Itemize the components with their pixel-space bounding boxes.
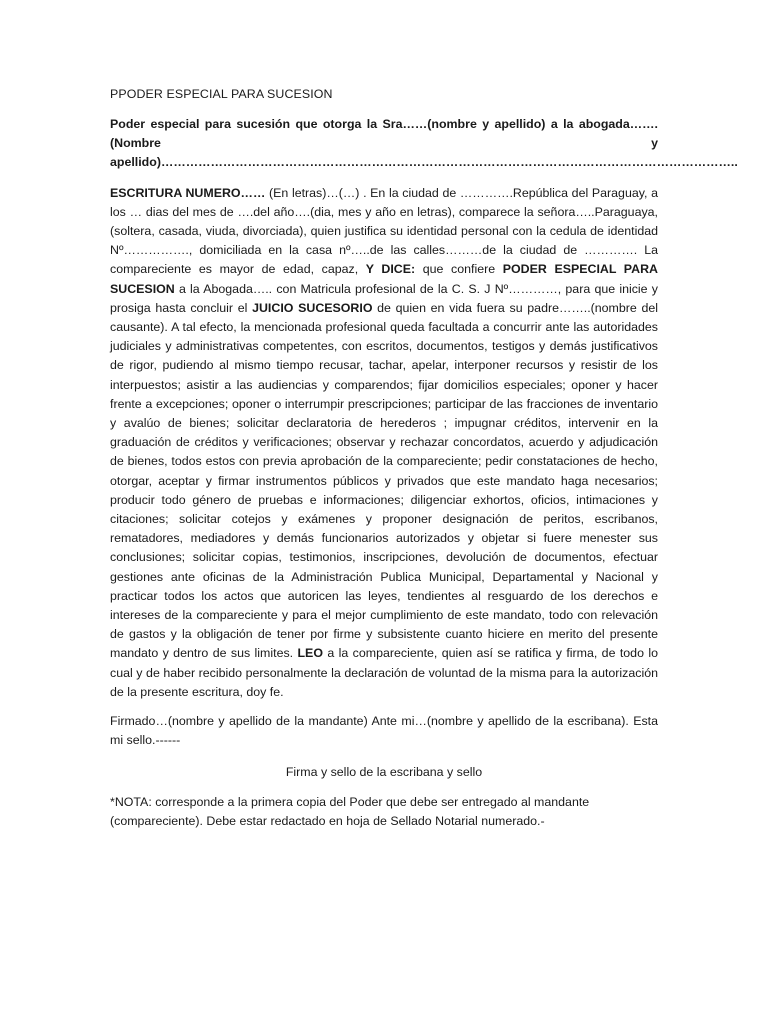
note-text: corresponde a la primera copia del Poder que debe ser entregado al mandante (compareciente). Debe estar redactado en hoja de Sellado Notarial numerado.- [110,794,590,829]
escritura-label: ESCRITURA NUMERO…… [110,185,266,200]
escritura-text-5: a la compareciente, quien así se ratifica y firma, de todo lo cual y de haber recibido personalmente la declaración de voluntad de la misma para la autorización de la presente escritura, doy fe. [110,646,658,699]
intro-paragraph [110,115,738,173]
note-paragraph [110,793,658,832]
y-dice-label: Y DICE: [365,262,416,277]
signature-line: Firma y sello de la escribana y sello [285,764,483,779]
escritura-text-2: que confiere [415,262,503,277]
juicio-sucesorio-label: JUICIO SUCESORIO [252,300,373,315]
escritura-paragraph [110,184,658,702]
escritura-text-3: a la Abogada….. con Matricula profesional de la C. S. J Nº…………, para que inicie y prosiga hasta concluir el [110,281,658,315]
leo-label: LEO [297,646,323,661]
escritura-text-4: de quien en vida fuera su padre……..(nombre del causante). A tal efecto, la mencionada profesional queda facultada a concurrir ante las autoridades judiciales y administrativas competentes, con escritos, documentos, testigos y demás justificativos de rigor, pudiendo al mismo tiempo recusar, tachar, apelar, interponer recursos y resistir de los interpuestos; asistir a las audiencias y comparendos; fijar domicilios especiales; oponer y hacer frente a excepciones; oponer o interrumpir prescripciones; participar de las fracciones de inventario y avalúo de bienes; solicitar declaratoria de herederos ; impugnar créditos, intervenir en la graduación de créditos y verificaciones; observar y rechazar concordatos, acuerdo y adjudicación de bienes, todos estos con previa aprobación de la compareciente; pedir constataciones de hecho, otorgar, aceptar y firmar instrumentos públicos y privados que este mandato haga necesarios; producir todo género de pruebas e informaciones; diligenciar exhortos, oficios, intimaciones y citaciones; solicitar cotejos y exámenes y proponer designación de peritos, escribanos, rematadores, mediadores y demás funcionarios autorizados y objetar si fuere menester sus conclusiones; solicitar copias, testimonios, inscripciones, devolución de documentos, efectuar gestiones ante oficinas de la Administración Publica Municipal, Departamental y Nacional y practicar todos los actos que autoricen las leyes, tendientes al resguardo de los derechos e intereses de la compareciente y para el mejor cumplimiento de este mandato, todo con relevación de gastos y la obligación de tener por firme y subsistente cuanto hiciere en merito del presente mandato y dentro de sus limites. [110,300,659,661]
note-label: *NOTA: [110,794,152,809]
intro-text: Poder especial para sucesión que otorga la Sra……(nombre y apellido) a la abogada……. (Nombre y apellido)………………………………………………………………………………………………………………………….. [110,117,738,170]
escritura-text-1: (En letras)…(…) . En la ciudad de ………….República del Paraguay, a los … dias del mes de ….del año….(dia, mes y año en letras), comparece la señora…..Paraguaya, (soltera, casada, viuda, divorciada), quien justifica su identidad personal con la cedula de identidad Nº……………., domiciliada en la casa nº…..de las calles………de la ciudad de …………. La compareciente es mayor de edad, capaz, [110,185,658,277]
signed-paragraph: Firmado…(nombre y apellido de la mandante) Ante mi…(nombre y apellido de la escribana). Esta mi sello.------ [110,714,658,748]
document-title: PPODER ESPECIAL PARA SUCESION [110,87,333,101]
poder-especial-label: PODER ESPECIAL PARA SUCESION [110,262,658,296]
